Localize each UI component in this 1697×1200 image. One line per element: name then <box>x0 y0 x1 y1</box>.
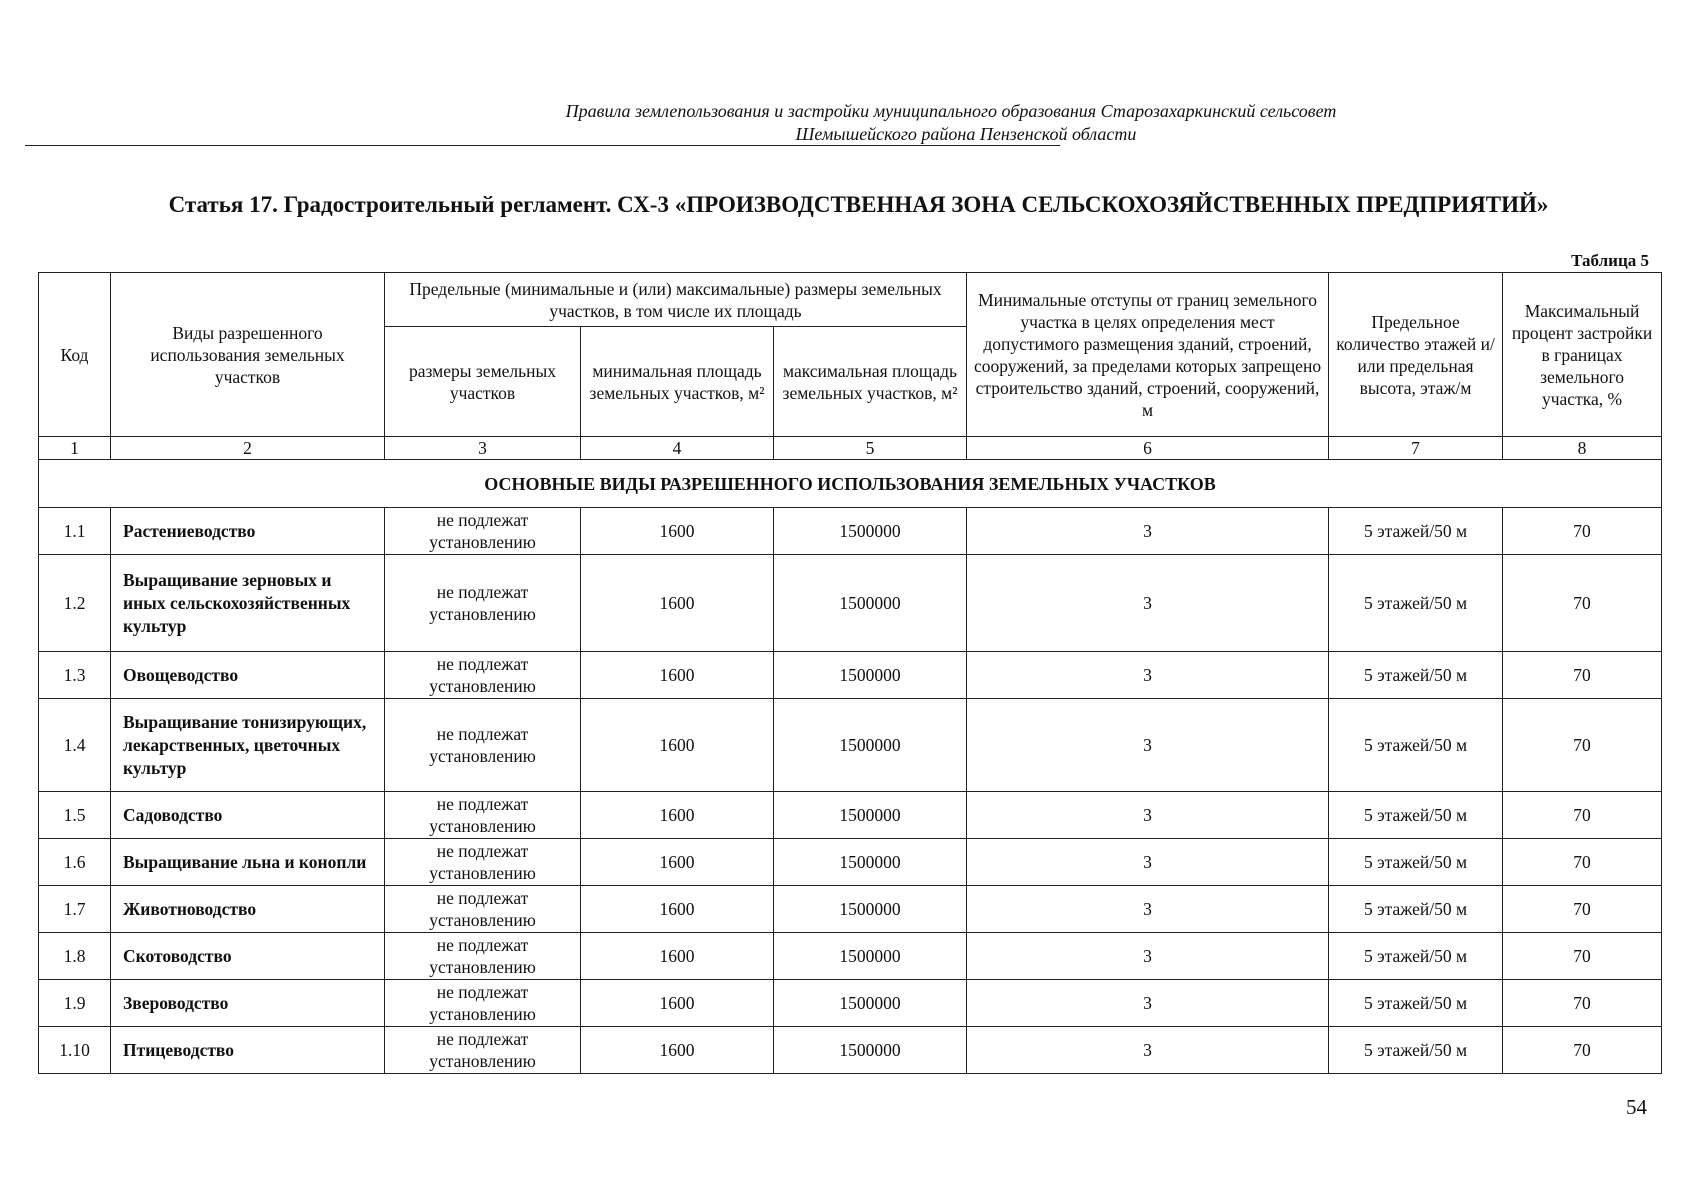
cell-max-area: 1500000 <box>774 980 967 1027</box>
cell-floors: 5 этажей/50 м <box>1329 1027 1503 1074</box>
cell-setback: 3 <box>967 886 1329 933</box>
cell-name: Птицеводство <box>111 1027 385 1074</box>
header-line-2: Шемышейского района Пензенской области <box>795 124 1137 144</box>
table-row <box>39 555 1662 652</box>
cell-min-area: 1600 <box>581 980 774 1027</box>
cell-code: 1.1 <box>39 508 111 555</box>
cell-max-area: 1500000 <box>774 792 967 839</box>
cell-min-area: 1600 <box>581 555 774 652</box>
cell-percent: 70 <box>1503 699 1662 792</box>
cell-setback: 3 <box>967 508 1329 555</box>
cell-floors: 5 этажей/50 м <box>1329 508 1503 555</box>
cell-name: Садоводство <box>111 792 385 839</box>
cell-code: 1.7 <box>39 886 111 933</box>
cell-max-area: 1500000 <box>774 652 967 699</box>
table-row <box>39 1027 1662 1074</box>
cell-sizes: не подлежат установлению <box>385 886 581 933</box>
cell-max-area: 1500000 <box>774 886 967 933</box>
col-header-limits-group: Предельные (минимальные и (или) максимальные) размеры земельных участков, в том числе их площадь <box>385 273 967 327</box>
cell-min-area: 1600 <box>581 792 774 839</box>
table-row <box>39 839 1662 886</box>
section-title: ОСНОВНЫЕ ВИДЫ РАЗРЕШЕННОГО ИСПОЛЬЗОВАНИЯ ЗЕМЕЛЬНЫХ УЧАСТКОВ <box>39 460 1662 508</box>
cell-setback: 3 <box>967 792 1329 839</box>
cell-setback: 3 <box>967 839 1329 886</box>
cell-floors: 5 этажей/50 м <box>1329 792 1503 839</box>
cell-sizes: не подлежат установлению <box>385 792 581 839</box>
cell-floors: 5 этажей/50 м <box>1329 886 1503 933</box>
cell-min-area: 1600 <box>581 508 774 555</box>
cell-name: Растениеводство <box>111 508 385 555</box>
table-row <box>39 980 1662 1027</box>
page-number: 54 <box>1626 1095 1647 1119</box>
document-header <box>0 100 1697 146</box>
cell-floors: 5 этажей/50 м <box>1329 933 1503 980</box>
col-header-min-area: минимальная площадь земельных участков, м² <box>581 327 774 437</box>
table-row <box>39 699 1662 792</box>
cell-max-area: 1500000 <box>774 933 967 980</box>
cell-name: Выращивание тонизирующих, лекарственных, цветочных культур <box>111 699 385 792</box>
cell-sizes: не подлежат установлению <box>385 980 581 1027</box>
header-row-1 <box>39 273 1662 327</box>
table-row <box>39 886 1662 933</box>
cell-sizes: не подлежат установлению <box>385 1027 581 1074</box>
column-number: 7 <box>1329 437 1503 460</box>
column-number-row <box>39 437 1662 460</box>
section-row <box>39 460 1662 508</box>
regulation-table <box>38 272 1662 1074</box>
cell-min-area: 1600 <box>581 1027 774 1074</box>
col-header-max-percent: Максимальный процент застройки в границах земельного участка, % <box>1503 273 1662 437</box>
cell-name: Звероводство <box>111 980 385 1027</box>
cell-min-area: 1600 <box>581 699 774 792</box>
col-header-type: Виды разрешенного использования земельных участков <box>111 273 385 437</box>
cell-name: Скотоводство <box>111 933 385 980</box>
cell-name: Выращивание льна и конопли <box>111 839 385 886</box>
cell-setback: 3 <box>967 699 1329 792</box>
cell-min-area: 1600 <box>581 652 774 699</box>
col-header-setbacks: Минимальные отступы от границ земельного участка в целях определения мест допустимого размещения зданий, строений, сооружений, за пределами которых запрещено строительство зданий, строений, сооружений, м <box>967 273 1329 437</box>
column-number: 2 <box>111 437 385 460</box>
column-number: 5 <box>774 437 967 460</box>
cell-floors: 5 этажей/50 м <box>1329 652 1503 699</box>
table-row <box>39 933 1662 980</box>
cell-floors: 5 этажей/50 м <box>1329 699 1503 792</box>
cell-code: 1.10 <box>39 1027 111 1074</box>
column-number: 4 <box>581 437 774 460</box>
column-number: 6 <box>967 437 1329 460</box>
cell-sizes: не подлежат установлению <box>385 933 581 980</box>
col-header-sizes: размеры земельных участков <box>385 327 581 437</box>
col-header-floors: Предельное количество этажей и/или предельная высота, этаж/м <box>1329 273 1503 437</box>
cell-code: 1.5 <box>39 792 111 839</box>
cell-percent: 70 <box>1503 839 1662 886</box>
cell-percent: 70 <box>1503 652 1662 699</box>
cell-sizes: не подлежат установлению <box>385 699 581 792</box>
cell-percent: 70 <box>1503 555 1662 652</box>
cell-max-area: 1500000 <box>774 555 967 652</box>
cell-setback: 3 <box>967 652 1329 699</box>
table-label: Таблица 5 <box>1571 251 1649 270</box>
cell-percent: 70 <box>1503 792 1662 839</box>
cell-percent: 70 <box>1503 508 1662 555</box>
table-row <box>39 652 1662 699</box>
cell-min-area: 1600 <box>581 933 774 980</box>
cell-name: Овощеводство <box>111 652 385 699</box>
article-title: Статья 17. Градостроительный регламент. СХ-3 «ПРОИЗВОДСТВЕННАЯ ЗОНА СЕЛЬСКОХОЗЯЙСТВЕННЫХ ПРЕДПРИЯТИЙ» <box>168 192 1549 217</box>
cell-percent: 70 <box>1503 886 1662 933</box>
cell-code: 1.8 <box>39 933 111 980</box>
cell-code: 1.6 <box>39 839 111 886</box>
cell-max-area: 1500000 <box>774 508 967 555</box>
cell-sizes: не подлежат установлению <box>385 555 581 652</box>
column-number: 3 <box>385 437 581 460</box>
cell-sizes: не подлежат установлению <box>385 508 581 555</box>
col-header-code: Код <box>39 273 111 437</box>
cell-min-area: 1600 <box>581 886 774 933</box>
cell-min-area: 1600 <box>581 839 774 886</box>
cell-code: 1.3 <box>39 652 111 699</box>
cell-percent: 70 <box>1503 980 1662 1027</box>
cell-max-area: 1500000 <box>774 1027 967 1074</box>
table-row <box>39 792 1662 839</box>
cell-code: 1.9 <box>39 980 111 1027</box>
header-divider <box>25 145 1060 146</box>
cell-max-area: 1500000 <box>774 839 967 886</box>
cell-percent: 70 <box>1503 933 1662 980</box>
table-row <box>39 508 1662 555</box>
cell-floors: 5 этажей/50 м <box>1329 555 1503 652</box>
column-number: 1 <box>39 437 111 460</box>
cell-floors: 5 этажей/50 м <box>1329 980 1503 1027</box>
cell-setback: 3 <box>967 1027 1329 1074</box>
cell-setback: 3 <box>967 980 1329 1027</box>
header-line-1: Правила землепользования и застройки муниципального образования Старозахаркинский сельсовет <box>565 101 1337 121</box>
cell-name: Животноводство <box>111 886 385 933</box>
cell-sizes: не подлежат установлению <box>385 839 581 886</box>
cell-setback: 3 <box>967 933 1329 980</box>
cell-name: Выращивание зерновых и иных сельскохозяйственных культур <box>111 555 385 652</box>
column-number: 8 <box>1503 437 1662 460</box>
cell-sizes: не подлежат установлению <box>385 652 581 699</box>
cell-max-area: 1500000 <box>774 699 967 792</box>
cell-code: 1.4 <box>39 699 111 792</box>
cell-code: 1.2 <box>39 555 111 652</box>
cell-setback: 3 <box>967 555 1329 652</box>
col-header-max-area: максимальная площадь земельных участков, м² <box>774 327 967 437</box>
cell-floors: 5 этажей/50 м <box>1329 839 1503 886</box>
cell-percent: 70 <box>1503 1027 1662 1074</box>
